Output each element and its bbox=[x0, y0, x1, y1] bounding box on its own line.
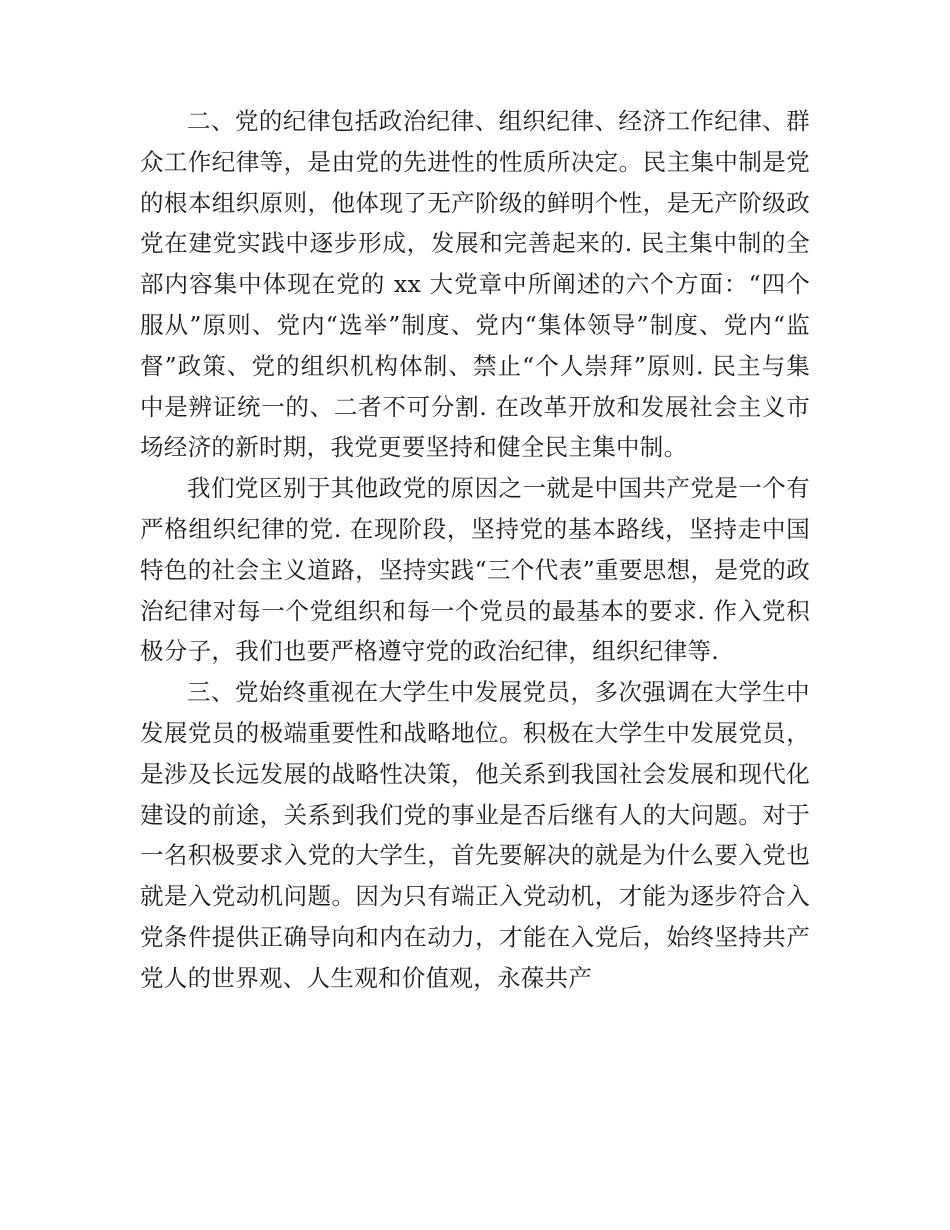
paragraph-students: 三、党始终重视在大学生中发展党员，多次强调在大学生中发展党员的极端重要性和战略地位。积极在大学生中发展党员，是涉及长远发展的战略性决策，他关系到我国社会发展和现代化建设的前途，关系到我们党的事业是否后继有人的大问题。对于一名积极要求入党的大学生，首先要解决的就是为什么要入党也就是入党动机问题。因为只有端正入党动机，才能为逐步符合入党条件提供正确导向和内在动力，才能在入党后，始终坚持共产党人的世界观、人生观和价值观，永葆共产 bbox=[140, 678, 810, 992]
paragraph-organization: 我们党区别于其他政党的原因之一就是中国共产党是一个有严格组织纪律的党. 在现阶段，坚持党的基本路线，坚持走中国特色的社会主义道路，坚持实践“三个代表”重要思想，是党的政治纪律对每一个党组织和每一个党员的最基本的要求. 作入党积极分子，我们也要严格遵守党的政治纪律，组织纪律等. bbox=[140, 474, 810, 666]
paragraph-discipline: 二、党的纪律包括政治纪律、组织纪律、经济工作纪律、群众工作纪律等，是由党的先进性的性质所决定。民主集中制是党的根本组织原则，他体现了无产阶级的鲜明个性，是无产阶级政党在建党实践中逐步形成，发展和完善起来的. 民主集中制的全部内容集中体现在党的 xx 大党章中所阐述的六个方面：“四个服从”原则、党内“选举”制度、党内“集体领导”制度、党内“监督”政策、党的组织机构体制、禁止“个人崇拜”原则. 民主与集中是辨证统一的、二者不可分割. 在改革开放和发展社会主义市场经济的新时期，我党更要坚持和健全民主集中制。 bbox=[140, 107, 810, 462]
document-body bbox=[140, 101, 810, 999]
